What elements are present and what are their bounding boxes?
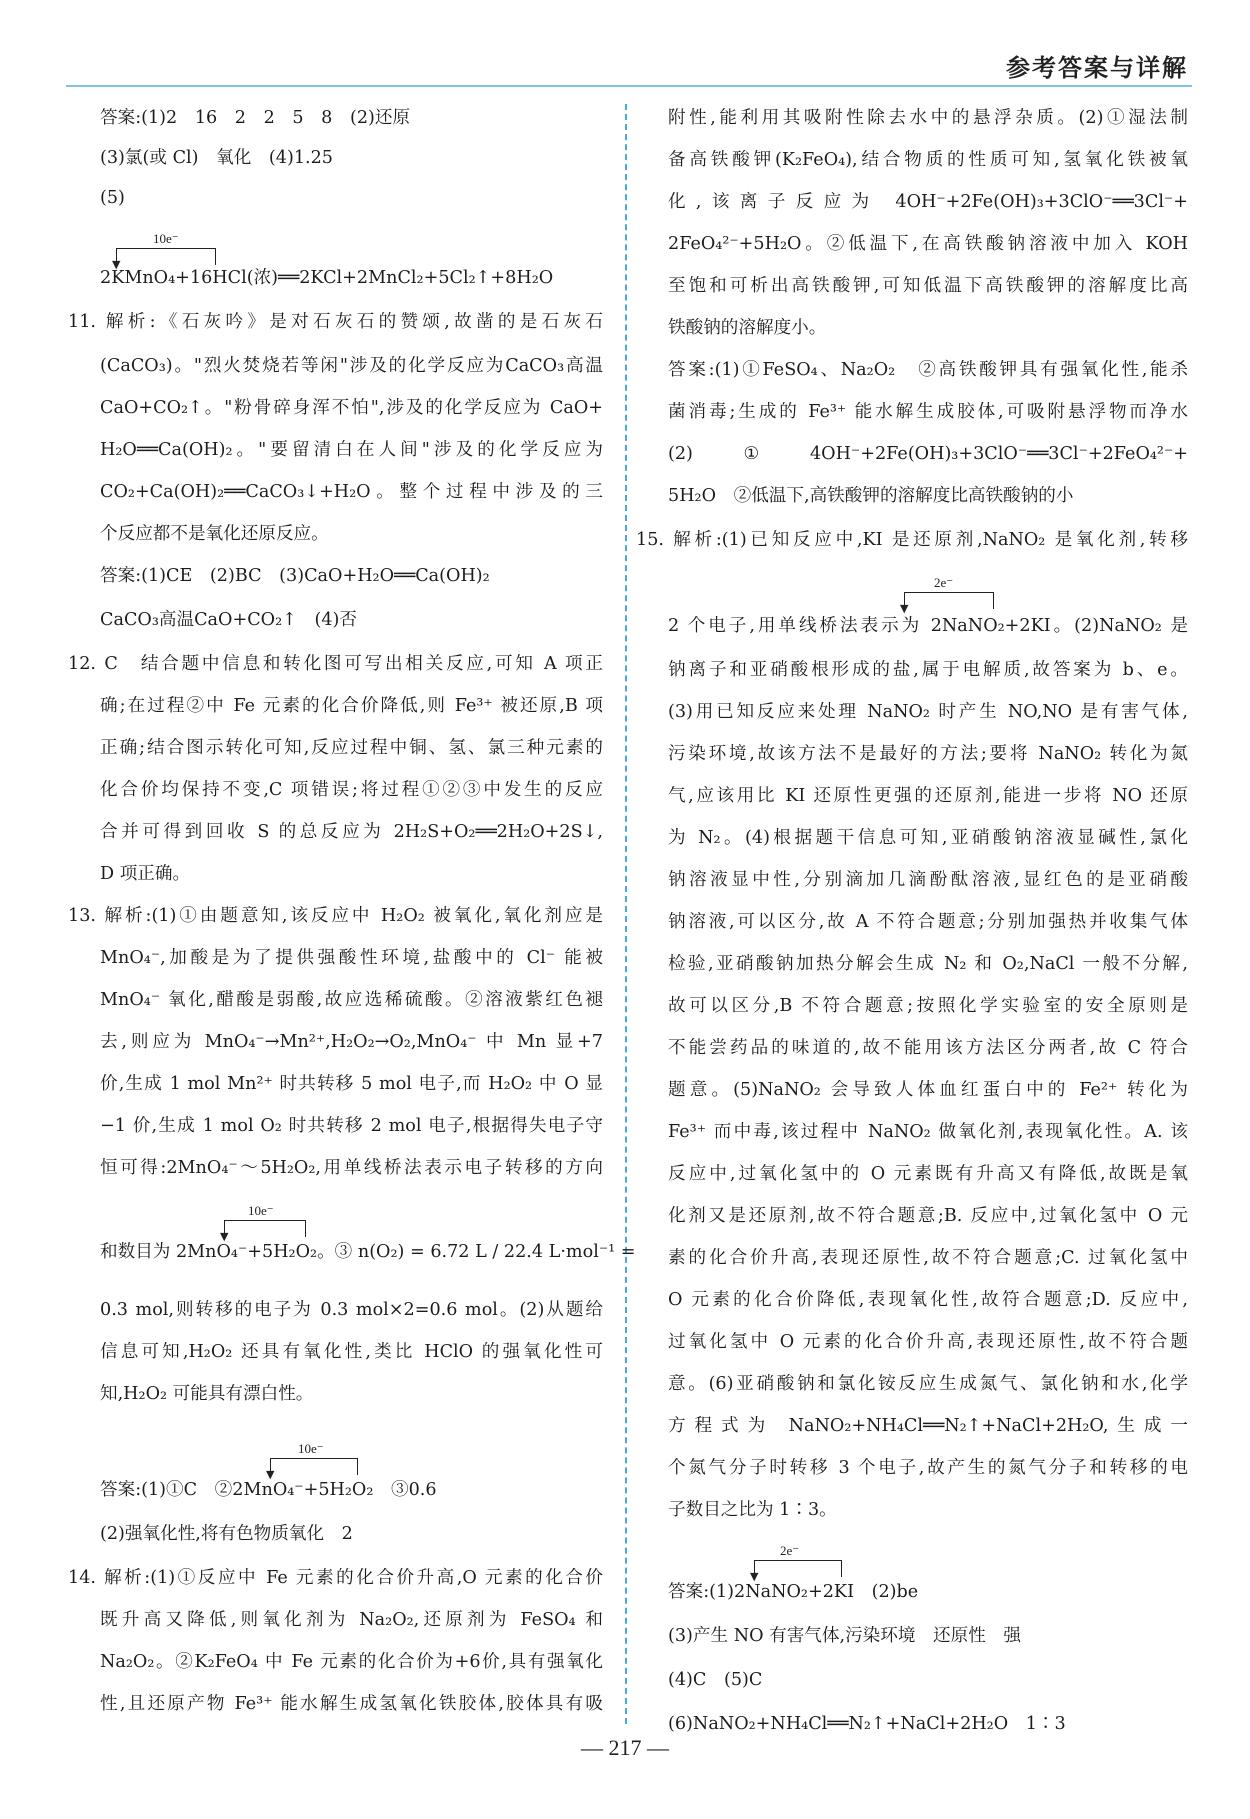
bridge-arrowhead: ▼ (266, 1468, 275, 1481)
explanation-line: 为 N₂。(4)根据题干信息可知,亚硝酸钠溶液显碱性,氯化 (668, 828, 1188, 848)
explanation-line: Fe³⁺ 而中毒,该过程中 NaNO₂ 做氧化剂,表现氧化性。A. 该 (668, 1122, 1188, 1142)
explanation-line: 不能尝药品的味道的,故不能用该方法区分两者,故 C 符合 (668, 1038, 1188, 1058)
answer-line: 答案:(1)CE (2)BC (3)CaO+H₂O══Ca(OH)₂ (100, 566, 490, 586)
electron-transfer-bridge (224, 1220, 306, 1237)
explanation-line: D 项正确。 (100, 864, 191, 884)
explanation-line: (3)用已知反应来处理 NaNO₂ 时产生 NO,NO 是有害气体, (668, 702, 1188, 722)
electron-transfer-bridge (270, 1458, 358, 1475)
answer-line: (3)产生 NO 有害气体,污染环境 还原性 强 (668, 1626, 1022, 1646)
answer-line: (5) (100, 188, 125, 208)
explanation-line: 个反应都不是氧化还原反应。 (100, 524, 329, 544)
explanation-line: 15. 解析:(1)已知反应中,KI 是还原剂,NaNO₂ 是氧化剂,转移 (636, 530, 1188, 550)
electron-transfer-bridge (904, 592, 994, 609)
explanation-line: 故可以区分,B 不符合题意;按照化学实验室的安全原则是 (668, 996, 1188, 1016)
explanation-line: 恒可得:2MnO₄⁻～5H₂O₂,用单线桥法表示电子转移的方向 (100, 1158, 603, 1178)
running-header-title: 参考答案与详解 (1006, 54, 1188, 82)
electron-transfer-label: 10e⁻ (248, 1203, 274, 1218)
explanation-line: 价,生成 1 mol Mn²⁺ 时共转移 5 mol 电子,而 H₂O₂ 中 O 显 (100, 1074, 603, 1094)
explanation-line: 铁酸钠的溶解度小。 (668, 318, 827, 338)
explanation-line: CO₂+Ca(OH)₂══CaCO₃↓+H₂O。整个过程中涉及的三 (100, 482, 603, 502)
answer-line: (6)NaNO₂+NH₄Cl══N₂↑+NaCl+2H₂O 1∶3 (668, 1714, 1066, 1734)
explanation-line: 素的化合价升高,表现还原性,故不符合题意;C. 过氧化氢中 (668, 1248, 1188, 1268)
explanation-line: 2 个电子,用单线桥法表示为 2NaNO₂+2KI。(2)NaNO₂ 是 (668, 616, 1188, 636)
explanation-line: 子数目之比为 1∶3。 (668, 1500, 837, 1520)
explanation-line: 化合价均保持不变,C 项错误;将过程①②③中发生的反应 (100, 780, 603, 800)
explanation-line: 0.3 mol,则转移的电子为 0.3 mol×2=0.6 mol。(2)从题给 (100, 1300, 603, 1320)
electron-transfer-bridge (116, 248, 216, 265)
explanation-line: 2FeO₄²⁻+5H₂O。②低温下,在高铁酸钠溶液中加入 KOH (668, 234, 1188, 254)
explanation-line: (CaCO₃)。"烈火焚烧若等闲"涉及的化学反应为CaCO₃高温 (100, 356, 603, 376)
electron-transfer-label: 2e⁻ (780, 1543, 800, 1558)
equation-line: 2KMnO₄+16HCl(浓)══2KCl+2MnCl₂+5Cl₂↑+8H₂O (100, 268, 554, 288)
bridge-arrowhead: ▼ (220, 1230, 229, 1243)
answer-line: 菌消毒;生成的 Fe³⁺ 能水解生成胶体,可吸附悬浮物而净水 (668, 402, 1188, 422)
explanation-line: H₂O══Ca(OH)₂。"要留清白在人间"涉及的化学反应为 (100, 440, 603, 460)
explanation-line: CaO+CO₂↑。"粉骨碎身浑不怕",涉及的化学反应为 CaO+ (100, 398, 603, 418)
answer-line: (3)氯(或 Cl) 氧化 (4)1.25 (100, 148, 333, 168)
explanation-line: 检验,亚硝酸钠加热分解会生成 N₂ 和 O₂,NaCl 一般不分解, (668, 954, 1188, 974)
explanation-line: O 元素的化合价降低,表现氧化性,故符合题意;D. 反应中, (668, 1290, 1188, 1310)
explanation-line: MnO₄⁻ 氧化,醋酸是弱酸,故应选稀硫酸。②溶液紫红色褪 (100, 990, 603, 1010)
explanation-line: 化剂又是还原剂,故不符合题意;B. 反应中,过氧化氢中 O 元 (668, 1206, 1188, 1226)
answer-line: (2)强氧化性,将有色物质氧化 2 (100, 1524, 353, 1544)
explanation-line: 气,应该用比 KI 还原性更强的还原剂,能进一步将 NO 还原 (668, 786, 1188, 806)
answer-line: 答案:(1)①C ②2MnO₄⁻+5H₂O₂ ③0.6 (100, 1480, 437, 1500)
explanation-line: 13. 解析:(1)①由题意知,该反应中 H₂O₂ 被氧化,氧化剂应是 (68, 906, 603, 926)
answer-line: (4)C (5)C (668, 1670, 763, 1690)
bridge-arrowhead: ▼ (112, 258, 121, 271)
explanation-line: 正确;结合图示转化可知,反应过程中铜、氢、氯三种元素的 (100, 738, 603, 758)
answer-line: 答案:(1)①FeSO₄、Na₂O₂ ②高铁酸钾具有强氧化性,能杀 (668, 360, 1188, 380)
explanation-line: 污染环境,故该方法不是最好的方法;要将 NaNO₂ 转化为氮 (668, 744, 1188, 764)
answer-line: CaCO₃高温CaO+CO₂↑ (4)否 (100, 610, 357, 630)
answer-line: 答案:(1)2 16 2 2 5 8 (2)还原 (100, 108, 411, 128)
explanation-line: 确;在过程②中 Fe 元素的化合价降低,则 Fe³⁺ 被还原,B 项 (100, 696, 603, 716)
explanation-line: 方程式为 NaNO₂+NH₄Cl══N₂↑+NaCl+2H₂O,生成一 (668, 1416, 1188, 1436)
explanation-line: 钠离子和亚硝酸根形成的盐,属于电解质,故答案为 b、e。 (668, 660, 1188, 680)
explanation-line: 性,且还原产物 Fe³⁺ 能水解生成氢氧化铁胶体,胶体具有吸 (100, 1694, 603, 1714)
explanation-line: 去,则应为 MnO₄⁻→Mn²⁺,H₂O₂→O₂,MnO₄⁻ 中 Mn 显+7 (100, 1032, 603, 1052)
explanation-line: 14. 解析:(1)①反应中 Fe 元素的化合价升高,O 元素的化合价 (68, 1568, 603, 1588)
header-rule (66, 85, 1192, 87)
explanation-line: 合并可得到回收 S 的总反应为 2H₂S+O₂══2H₂O+2S↓, (100, 822, 603, 842)
answer-line: (2)①4OH⁻+2Fe(OH)₃+3ClO⁻══3Cl⁻+2FeO₄²⁻+ (668, 444, 1188, 464)
electron-transfer-label: 2e⁻ (934, 575, 954, 590)
bridge-arrowhead: ▼ (750, 1570, 759, 1583)
explanation-line: 过氧化氢中 O 元素的化合价升高,表现还原性,故不符合题 (668, 1332, 1188, 1352)
explanation-line: 意。(6)亚硝酸钠和氯化铵反应生成氮气、氯化钠和水,化学 (668, 1374, 1188, 1394)
explanation-line: −1 价,生成 1 mol O₂ 时共转移 2 mol 电子,根据得失电子守 (100, 1116, 603, 1136)
answer-line: 答案:(1)2NaNO₂+2KI (2)be (668, 1582, 919, 1602)
explanation-line: 反应中,过氧化氢中的 O 元素既有升高又有降低,故既是氧 (668, 1164, 1188, 1184)
explanation-line: 钠溶液,可以区分,故 A 不符合题意;分别加强热并收集气体 (668, 912, 1188, 932)
explanation-line: 既升高又降低,则氧化剂为 Na₂O₂,还原剂为 FeSO₄ 和 (100, 1610, 603, 1630)
explanation-line: 至饱和可析出高铁酸钾,可知低温下高铁酸钾的溶解度比高 (668, 276, 1188, 296)
electron-transfer-bridge (754, 1560, 842, 1577)
explanation-line: MnO₄⁻,加酸是为了提供强酸性环境,盐酸中的 Cl⁻ 能被 (100, 948, 603, 968)
explanation-line: 信息可知,H₂O₂ 还具有氧化性,类比 HClO 的强氧化性可 (100, 1342, 603, 1362)
page-number: — 217 — (581, 1735, 669, 1760)
explanation-line: 附性,能利用其吸附性除去水中的悬浮杂质。(2)①湿法制 (668, 108, 1188, 128)
explanation-line: 化,该离子反应为 4OH⁻+2Fe(OH)₃+3ClO⁻══3Cl⁻+ (668, 192, 1188, 212)
explanation-line: 和数目为 2MnO₄⁻+5H₂O₂。③ n(O₂) = 6.72 L / 22.4 L·mol⁻¹ = (100, 1242, 636, 1262)
bridge-arrowhead: ▼ (900, 602, 909, 615)
explanation-line: 12. C 结合题中信息和转化图可写出相关反应,可知 A 项正 (68, 654, 603, 674)
electron-transfer-label: 10e⁻ (153, 231, 179, 246)
explanation-line: 钠溶液显中性,分别滴加几滴酚酞溶液,显红色的是亚硝酸 (668, 870, 1188, 890)
answer-line: 5H₂O ②低温下,高铁酸钾的溶解度比高铁酸钠的小 (668, 486, 1074, 506)
column-divider (625, 104, 627, 1724)
explanation-line: 题意。(5)NaNO₂ 会导致人体血红蛋白中的 Fe²⁺ 转化为 (668, 1080, 1188, 1100)
explanation-line: 备高铁酸钾(K₂FeO₄),结合物质的性质可知,氢氧化铁被氧 (668, 150, 1188, 170)
explanation-line: 个氮气分子时转移 3 个电子,故产生的氮气分子和转移的电 (668, 1458, 1188, 1478)
explanation-line: 11. 解析:《石灰吟》是对石灰石的赞颂,故凿的是石灰石 (68, 312, 603, 332)
explanation-line: 知,H₂O₂ 可能具有漂白性。 (100, 1384, 314, 1404)
electron-transfer-label: 10e⁻ (298, 1441, 324, 1456)
explanation-line: Na₂O₂。②K₂FeO₄ 中 Fe 元素的化合价为+6价,具有强氧化 (100, 1652, 603, 1672)
